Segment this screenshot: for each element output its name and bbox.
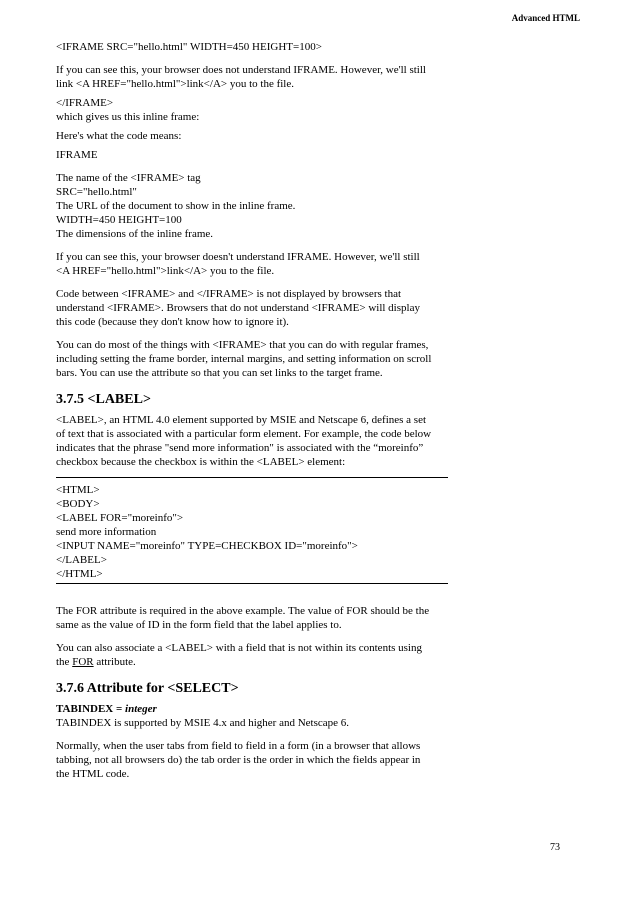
tabindex-term-name: TABINDEX = <box>56 703 126 715</box>
label-intro: <LABEL>, an HTML 4.0 element supported by MSIE and Netscape 6, defines a set of text that is associated with a particular form element. For example, the code below indicates that the phrase "send more information" is associated with the “moreinfo” checkbox because the checkbox is within the <LABEL> element: <box>56 414 432 468</box>
iframe-fallback-text: If you can see this, your browser does not understand IFRAME. However, we'll still link <A HREF="hello.html">link</A> you to the file. <box>56 64 426 90</box>
code-line: </HTML> <box>56 568 103 580</box>
iframe-definitions: The name of the <IFRAME> tag SRC="hello.html" The URL of the document to show in the inline frame. WIDTH=450 HEIGHT=100 The dimensions of the inline frame. <box>56 172 296 240</box>
iframe-code-line: <IFRAME SRC="hello.html" WIDTH=450 HEIGHT=100> <box>56 41 322 53</box>
code-line: <HTML> <box>56 484 100 496</box>
tabindex-term-value: integer <box>125 703 157 715</box>
code-line: </LABEL> <box>56 554 107 566</box>
code-line: <LABEL FOR="moreinfo"> <box>56 512 184 524</box>
code-line: <BODY> <box>56 498 100 510</box>
iframe-repeat-fallback: If you can see this, your browser doesn't understand IFRAME. However, we'll still <A HREF="hello.html">link</A> you to the file. <box>56 251 420 277</box>
code-line: send more information <box>56 526 157 538</box>
code-means-text: Here's what the code means: <box>56 130 182 142</box>
associate-text-post: attribute. <box>93 656 136 668</box>
tabindex-supported: TABINDEX is supported by MSIE 4.x and higher and Netscape 6. <box>56 717 350 729</box>
page-content <box>56 40 452 781</box>
associate-text-pre: You can also associate a <LABEL> with a field that is not within its contents using the <box>56 642 422 668</box>
iframe-not-displayed: Code between <IFRAME> and </IFRAME> is not displayed by browsers that understand <IFRAME>. Browsers that do not understand <IFRAME> will display this code (because they don't know how to ignore it). <box>56 288 420 328</box>
tabindex-term <box>56 702 452 716</box>
tab-order-text: Normally, when the user tabs from field to field in a form (in a browser that allows tabbing, not all browsers do) the tab order is the order in which the fields appear in the HTML code. <box>56 740 421 780</box>
label-code-example <box>56 477 448 584</box>
iframe-close-tag: </IFRAME> which gives us this inline frame: <box>56 97 200 123</box>
for-required-text: The FOR attribute is required in the above example. The value of FOR should be the same as the value of ID in the form field that the label applies to. <box>56 605 430 631</box>
iframe-regular-frames: You can do most of the things with <IFRAME> that you can do with regular frames, including setting the frame border, internal margins, and setting information on scroll bars. You can use the attribute so that you can set links to the target frame. <box>56 339 432 379</box>
for-underlined: FOR <box>72 656 94 668</box>
code-line: <INPUT NAME="moreinfo" TYPE=CHECKBOX ID="moreinfo"> <box>56 540 358 552</box>
heading-select-section: 3.7.6 Attribute for <SELECT> <box>56 681 239 696</box>
term-iframe: IFRAME <box>56 149 98 161</box>
heading-label-section: 3.7.5 <LABEL> <box>56 392 151 407</box>
associate-text <box>56 641 452 669</box>
running-head: Advanced HTML <box>511 13 580 23</box>
page-number: 73 <box>550 842 560 853</box>
